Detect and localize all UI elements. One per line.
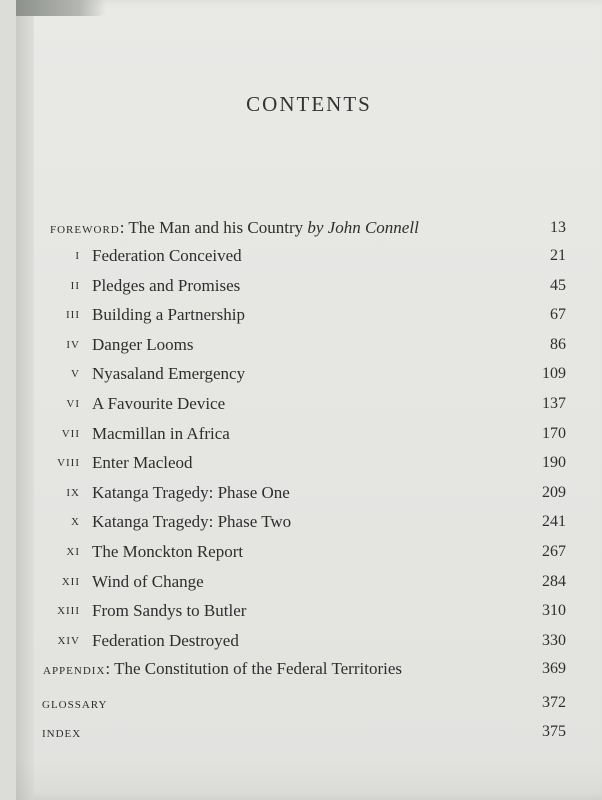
chapter-page: 21 [550,247,566,264]
book-page [16,0,602,800]
chapter-title: Katanga Tragedy: Phase Two [92,512,292,531]
chapter-title: Pledges and Promises [92,276,241,295]
page-corner-shadow [16,0,106,16]
chapter-row [16,333,602,357]
foreword-label [50,216,419,242]
chapter-number: V [71,368,80,380]
chapter-row [16,599,602,623]
appendix-label [43,657,402,683]
foreword-author: by John Connell [307,218,419,237]
chapter-page: 310 [542,602,566,619]
appendix-colon: : [105,659,111,678]
chapter-title: From Sandys to Butler [92,601,247,620]
appendix-entry [16,657,602,681]
chapter-page: 284 [542,573,566,590]
foreword-prefix: FOREWORD [50,224,120,236]
chapter-page: 330 [542,632,566,649]
chapter-title: Wind of Change [92,572,204,591]
chapter-number: XI [66,546,80,558]
chapter-number: XII [61,576,80,588]
chapter-page: 209 [542,484,566,501]
page-shadow [16,760,602,800]
chapter-title: Building a Partnership [92,305,245,324]
chapter-number: IX [66,487,80,499]
chapter-page: 45 [550,277,566,294]
chapter-number: X [71,516,80,528]
chapter-number: XIII [57,605,80,617]
chapter-row [16,481,602,505]
chapter-title: Katanga Tragedy: Phase One [92,483,290,502]
index-label [42,720,81,746]
chapter-page: 190 [542,454,566,471]
chapter-row [16,303,602,327]
chapter-number: II [70,280,80,292]
chapter-title: Macmillan in Africa [92,424,230,443]
glossary-text: GLOSSARY [42,699,108,711]
chapter-page: 86 [550,336,566,353]
chapter-row [16,540,602,564]
chapter-number: III [66,309,80,321]
chapter-title: The Monckton Report [92,542,244,561]
chapter-page: 241 [542,513,566,530]
glossary-label [42,691,107,717]
foreword-entry [16,216,602,240]
appendix-title: The Constitution of the Federal Territories [114,659,402,678]
chapter-row [16,422,602,446]
chapter-title: Federation Conceived [92,246,242,265]
chapter-page: 170 [542,425,566,442]
chapter-number: VII [61,428,80,440]
chapter-title: Enter Macleod [92,453,193,472]
chapter-title: Nyasaland Emergency [92,364,246,383]
chapter-number: I [75,250,80,262]
foreword-title: The Man and his Country [128,218,304,237]
chapter-title: Danger Looms [92,335,194,354]
foreword-colon: : [119,218,125,237]
chapter-title: Federation Destroyed [92,631,239,650]
index-entry [16,720,602,744]
chapter-page: 137 [542,395,566,412]
chapter-number: VIII [57,457,80,469]
glossary-entry [16,691,602,715]
chapter-row [16,451,602,475]
appendix-prefix: APPENDIX [43,665,106,677]
chapter-row [16,274,602,298]
foreword-page: 13 [550,219,566,236]
index-text: INDEX [42,728,82,740]
chapter-number: VI [66,398,80,410]
contents-heading: CONTENTS [246,92,372,116]
chapter-page: 267 [542,543,566,560]
chapter-row [16,244,602,268]
appendix-page: 369 [542,660,566,677]
chapter-row [16,362,602,386]
chapter-number: XIV [57,635,80,647]
index-page: 375 [542,723,566,740]
chapter-row [16,629,602,653]
chapter-number: IV [66,339,80,351]
chapter-page: 67 [550,306,566,323]
chapter-title: A Favourite Device [92,394,226,413]
chapter-page: 109 [542,365,566,382]
glossary-page: 372 [542,694,566,711]
chapter-row [16,570,602,594]
chapter-row [16,392,602,416]
chapter-row [16,510,602,534]
